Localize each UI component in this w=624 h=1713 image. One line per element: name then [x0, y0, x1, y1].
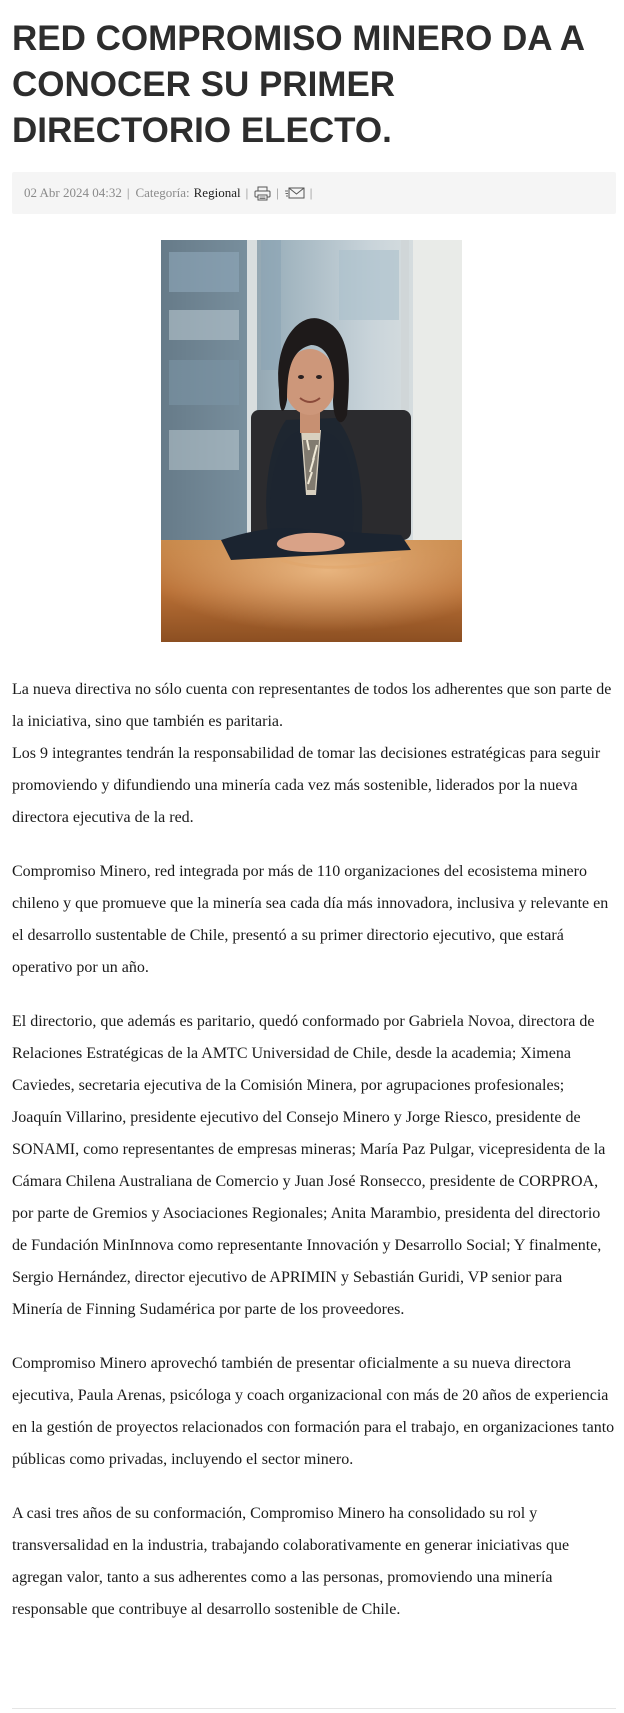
meta-separator: | — [126, 185, 130, 200]
printer-icon[interactable] — [254, 183, 271, 203]
article-paragraph-line: La nueva directiva no sólo cuenta con representantes de todos los adherentes que son parte de la iniciativa, sino que también es paritaria. — [12, 681, 612, 730]
meta-separator: | — [276, 185, 279, 200]
meta-separator: | — [245, 185, 249, 200]
article-photo — [161, 240, 462, 642]
article-paragraph-line: Los 9 integrantes tendrán la responsabilidad de tomar las decisiones estratégicas para seguir promoviendo y difundiendo una minería cada vez más sostenible, liderados por la nueva directora ejecutiva de la red. — [12, 745, 601, 826]
article-paragraph: A casi tres años de su conformación, Compromiso Minero ha consolidado su rol y transversalidad en la industria, trabajando colaborativamente en generar iniciativas que agregan valor, tanto a sus adherentes como a las personas, promoviendo una minería responsable que contribuye al desarrollo sostenible de Chile. — [12, 1505, 570, 1618]
category-link[interactable]: Regional — [193, 185, 241, 200]
article-paragraph: El directorio, que además es paritario, quedó conformado por Gabriela Novoa, directora de Relaciones Estratégicas de la AMTC Universidad de Chile, desde la academia; Ximena Caviedes, secretaria ejecutiva de la Comisión Minera, por agrupaciones profesionales; Joaquín Villarino, presidente ejecutivo del Consejo Minero y Jorge Riesco, presidente de SONAMI, como representantes de empresas mineras; María Paz Pulgar, vicepresidenta de la Cámara Chilena Australiana de Comercio y Juan José Ronsecco, presidente de CORPROA, por parte de Gremios y Asociaciones Regionales; Anita Marambio, presidenta del directorio de Fundación MinInnova como representante Innovación y Desarrollo Social; Y finalmente, Sergio Hernández, director ejecutivo de APRIMIN y Sebastián Guridi, VP senior para Minería de Finning Sudamérica por parte de los proveedores. — [12, 1013, 606, 1318]
meta-separator: | — [309, 185, 313, 200]
article-photo-container — [12, 240, 616, 642]
envelope-icon[interactable] — [285, 183, 305, 203]
article-meta-bar — [12, 172, 616, 214]
category-label: Categoría: — [135, 185, 190, 200]
article-paragraph: Compromiso Minero aprovechó también de presentar oficialmente a su nueva directora ejecutiva, Paula Arenas, psicóloga y coach organizacional con más de 20 años de experiencia en la gestión de proyectos relacionados con formación para el trabajo, en organizaciones tanto públicas como privadas, incluyendo el sector minero. — [12, 1355, 615, 1468]
article-bottom-divider — [12, 1708, 616, 1709]
article-paragraph: Compromiso Minero, red integrada por más de 110 organizaciones del ecosistema minero chileno y que promueve que la minería sea cada día más innovadora, inclusiva y relevante en el desarrollo sustentable de Chile, presentó a su primer directorio ejecutivo, que estará operativo por un año. — [12, 863, 609, 976]
article — [12, 0, 616, 1648]
article-body — [12, 674, 616, 1626]
article-paragraph — [12, 674, 616, 834]
article-title: RED COMPROMISO MINERO DA A CONOCER SU PRIMER DIRECTORIO ELECTO. — [12, 19, 584, 150]
article-date: 02 Abr 2024 04:32 — [24, 185, 122, 200]
